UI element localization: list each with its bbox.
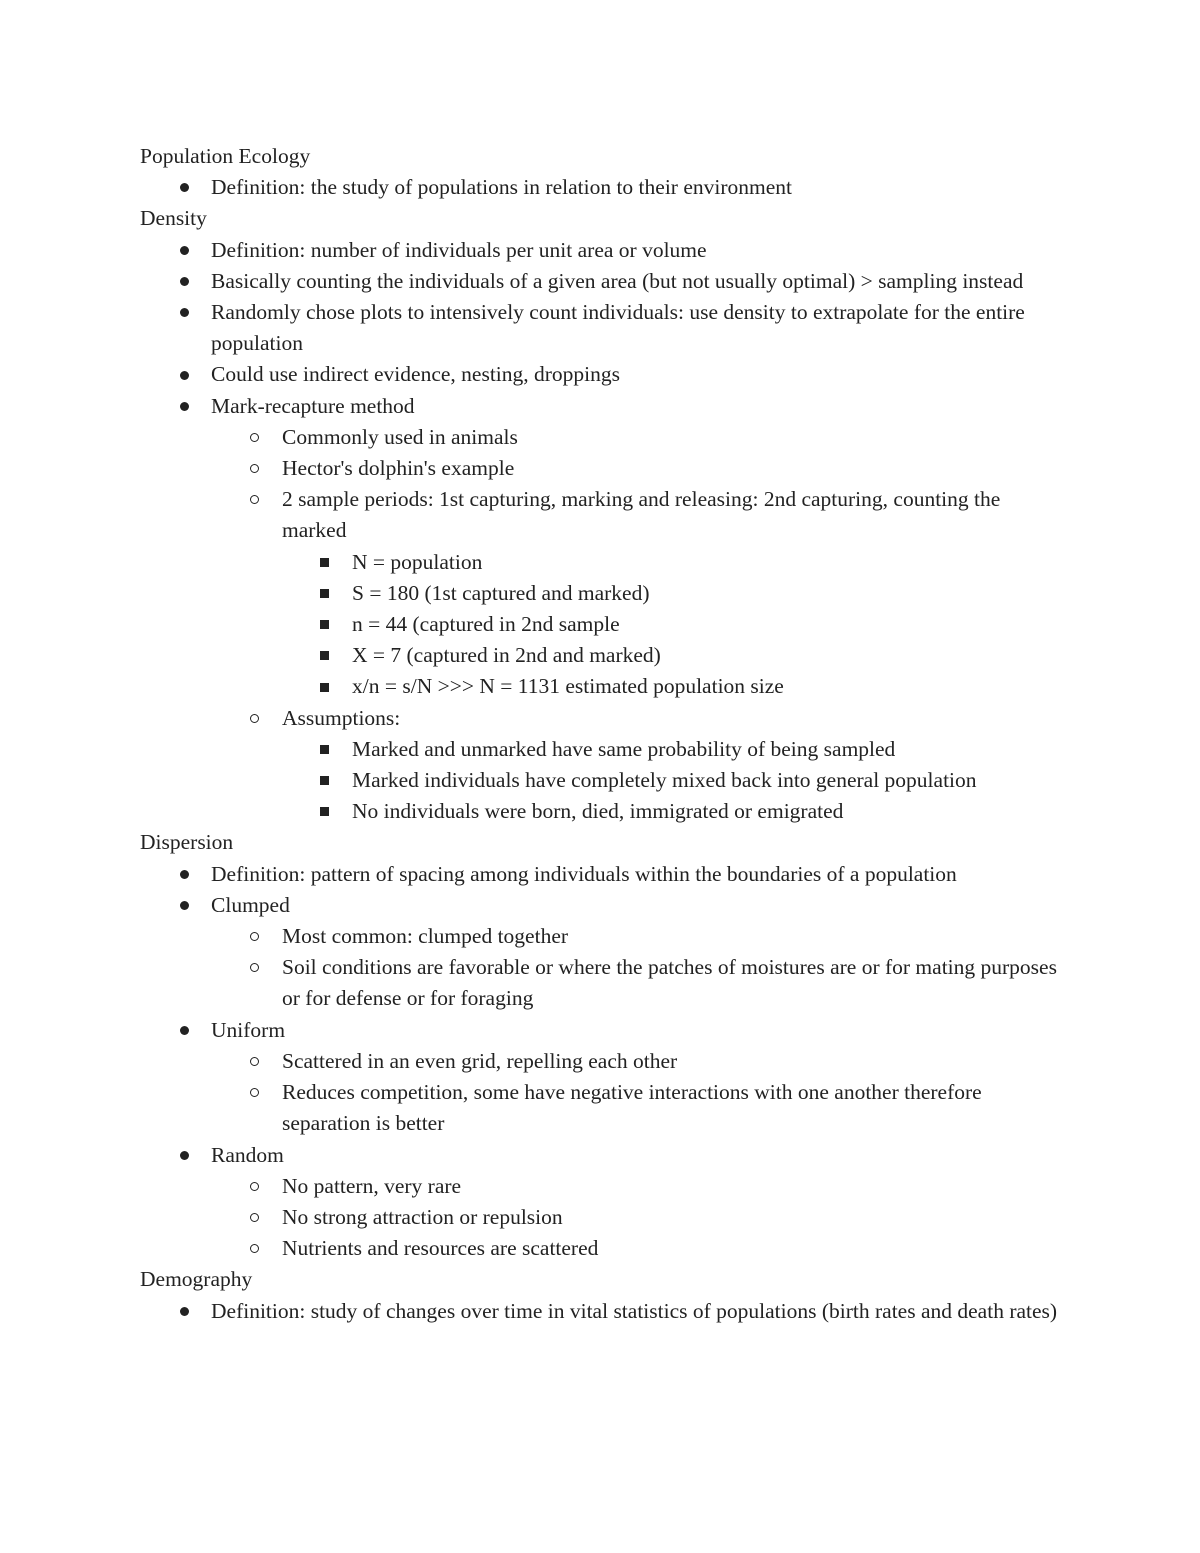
filled-bullet-icon [180,266,189,297]
list-item [140,1202,1070,1233]
list-item-text: Assumptions: [282,705,401,730]
square-bullet-icon [320,609,329,640]
list-item-text: Marked individuals have completely mixed back into general population [352,768,977,793]
list-item [140,172,1070,203]
list-item [140,859,1070,890]
square-bullet-icon [320,796,329,827]
list-item-text: Most common: clumped together [282,924,569,949]
hollow-bullet-icon [250,484,259,515]
list-item-text: 2 sample periods: 1st capturing, marking and releasing: 2nd capturing, counting the marked [282,487,1001,543]
filled-bullet-icon [180,890,189,921]
list-item-text: No strong attraction or repulsion [282,1204,563,1229]
list-item-text: Basically counting the individuals of a given area (but not usually optimal) > sampling instead [211,268,1024,293]
hollow-bullet-icon [250,1202,259,1233]
list-item-text: Reduces competition, some have negative interactions with one another therefore separation is better [282,1080,982,1136]
section-dispersion [140,827,1070,1264]
list-item [140,765,1070,796]
list-item [140,890,1070,921]
square-bullet-icon [320,547,329,578]
square-bullet-icon [320,671,329,702]
list-item [140,1077,1070,1139]
hollow-bullet-icon [250,952,259,983]
list-item-text: N = population [352,549,483,574]
list-item-text: Uniform [211,1017,286,1042]
document-body [140,141,1070,1327]
list-item [140,796,1070,827]
filled-bullet-icon [180,359,189,390]
list-item-text: Marked and unmarked have same probability of being sampled [352,736,896,761]
list-item-text: Random [211,1142,284,1167]
list-item [140,952,1070,1014]
hollow-bullet-icon [250,422,259,453]
list-item-text: Mark-recapture method [211,393,415,418]
filled-bullet-icon [180,1296,189,1327]
list-item-text: Definition: number of individuals per unit area or volume [211,237,707,262]
list-item-text: Hector's dolphin's example [282,456,515,481]
list-item-text: X = 7 (captured in 2nd and marked) [352,643,661,668]
list-item [140,1296,1070,1327]
section-population-ecology [140,141,1070,203]
list-item-text: Clumped [211,892,290,917]
filled-bullet-icon [180,297,189,328]
square-bullet-icon [320,734,329,765]
list-item [140,422,1070,453]
hollow-bullet-icon [250,1233,259,1264]
list-item [140,703,1070,734]
list-item [140,1233,1070,1264]
list-item-text: No individuals were born, died, immigrated or emigrated [352,799,844,824]
filled-bullet-icon [180,1015,189,1046]
hollow-bullet-icon [250,703,259,734]
filled-bullet-icon [180,391,189,422]
list-item-text: No pattern, very rare [282,1173,462,1198]
list-item [140,359,1070,390]
list-item [140,640,1070,671]
list-item-text: Commonly used in animals [282,424,518,449]
hollow-bullet-icon [250,453,259,484]
section-density [140,203,1070,827]
list-item [140,453,1070,484]
list-item [140,671,1070,702]
list-item-text: Randomly chose plots to intensively count individuals: use density to extrapolate for the entire population [211,300,1025,356]
section-heading: Density [140,206,207,231]
list-item [140,1015,1070,1046]
list-item [140,578,1070,609]
section-demography [140,1264,1070,1326]
list-item-text: Could use indirect evidence, nesting, droppings [211,362,621,387]
filled-bullet-icon [180,859,189,890]
list-item [140,266,1070,297]
list-item [140,547,1070,578]
list-item-text: Definition: study of changes over time in vital statistics of populations (birth rates and death rates) [211,1298,1058,1323]
filled-bullet-icon [180,1140,189,1171]
list-item [140,235,1070,266]
list-item [140,391,1070,422]
list-item-text: Definition: the study of populations in relation to their environment [211,175,792,200]
hollow-bullet-icon [250,1077,259,1108]
square-bullet-icon [320,578,329,609]
list-item [140,297,1070,359]
filled-bullet-icon [180,235,189,266]
list-item [140,1046,1070,1077]
hollow-bullet-icon [250,1171,259,1202]
section-heading: Population Ecology [140,144,311,168]
list-item-text: Nutrients and resources are scattered [282,1236,599,1261]
list-item-text: Scattered in an even grid, repelling each other [282,1048,678,1073]
list-item-text: Definition: pattern of spacing among individuals within the boundaries of a population [211,861,957,886]
list-item [140,921,1070,952]
section-heading: Demography [140,1267,253,1292]
list-item [140,609,1070,640]
list-item [140,484,1070,546]
section-heading: Dispersion [140,830,234,855]
filled-bullet-icon [180,172,189,203]
hollow-bullet-icon [250,921,259,952]
list-item [140,1140,1070,1171]
square-bullet-icon [320,765,329,796]
list-item-text: n = 44 (captured in 2nd sample [352,612,620,637]
list-item [140,1171,1070,1202]
list-item-text: x/n = s/N >>> N = 1131 estimated population size [352,674,784,699]
square-bullet-icon [320,640,329,671]
list-item [140,734,1070,765]
list-item-text: Soil conditions are favorable or where the patches of moistures are or for mating purposes or for defense or for foraging [282,955,1057,1011]
hollow-bullet-icon [250,1046,259,1077]
list-item-text: S = 180 (1st captured and marked) [352,580,650,605]
